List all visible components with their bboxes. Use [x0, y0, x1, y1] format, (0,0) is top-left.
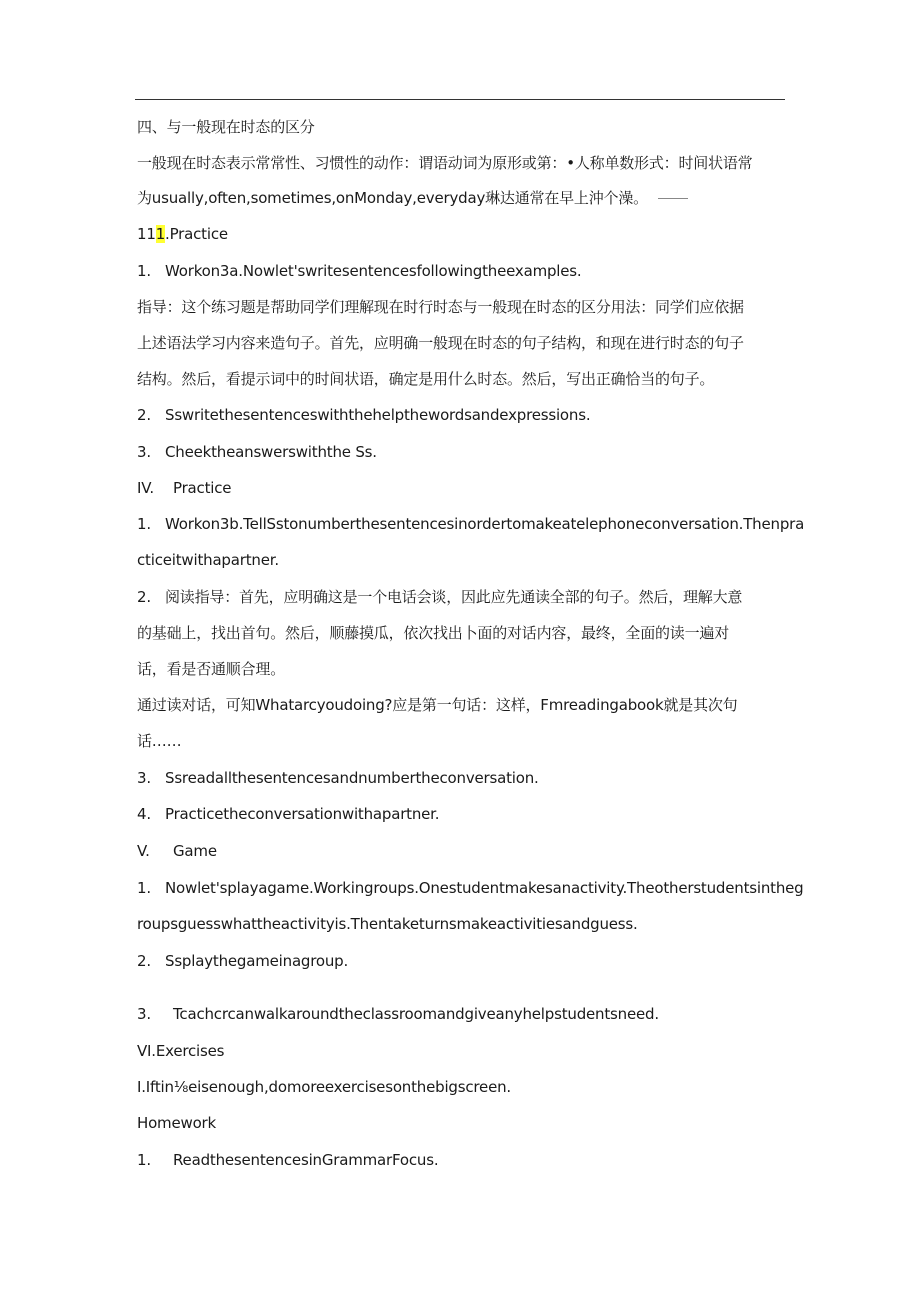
paragraph-line: roupsguesswhattheactivityis.Thentaketurnsmakeactivitiesandguess.	[137, 915, 638, 933]
paragraph-line: 话……	[137, 732, 182, 750]
section-heading-v: V. Game	[137, 842, 217, 860]
list-item: 3. Cheektheanswerswiththe Ss.	[137, 443, 377, 461]
list-item: 3. Ssreadallthesentencesandnumbertheconversation.	[137, 769, 539, 787]
paragraph-line: 上述语法学习内容来造句子。首先，应明确一般现在时态的句子结构，和现在进行时态的句子	[137, 334, 744, 352]
blank-underline	[658, 198, 688, 199]
paragraph-line: I.Iftin⅛eisenough,domoreexercisesonthebigscreen.	[137, 1078, 511, 1096]
list-item: 1. Workon3b.TellSstonumberthesentencesinordertomakeatelephoneconversation.Thenpra	[137, 515, 805, 533]
section-heading-4: 四、与一般现在时态的区分	[137, 118, 315, 136]
list-item: 3. Tcachcrcanwalkaroundtheclassroomandgiveanyhelpstudentsneed.	[137, 1005, 659, 1023]
paragraph-line: 一般现在时态表示常常性、习惯性的动作：谓语动词为原形或第：•人称单数形式：时间状语常	[137, 154, 753, 172]
section-heading-homework: Homework	[137, 1114, 216, 1132]
list-item: 1. ReadthesentencesinGrammarFocus.	[137, 1151, 439, 1169]
paragraph-line: cticeitwithapartner.	[137, 551, 279, 569]
paragraph-line: 通过读对话，可知Whatarcyoudoing?应是第一句话：这样，Fmreadingabook就是其次句	[137, 696, 738, 714]
paragraph-line: 指导：这个练习题是帮助同学们理解现在时行时态与一般现在时态的区分用法：同学们应依据	[137, 298, 744, 316]
paragraph-line: 的基础上，找出首句。然后，顺藤摸瓜，依次找出卜面的对话内容，最终，全面的读一遍对	[137, 624, 730, 642]
section-heading-exercises: VI.Exercises	[137, 1042, 225, 1060]
highlight-mark: 1	[155, 225, 166, 243]
list-item: 2. Ssplaythegameinagroup.	[137, 952, 349, 970]
list-item: 2. Sswritethesentenceswiththehelpthewordsandexpressions.	[137, 406, 591, 424]
paragraph-line: 结构。然后，看提示词中的时间状语，确定是用什么时态。然后，写出正确恰当的句子。	[137, 370, 715, 388]
section-heading-practice: 111.Practice	[137, 225, 228, 243]
paragraph-line: 话，看是否通顺合理。	[137, 660, 286, 678]
section-heading-iv: IV. Practice	[137, 479, 232, 497]
list-item: 2. 阅读指导：首先，应明确这是一个电话会谈，因此应先通读全部的句子。然后，理解大意	[137, 588, 743, 606]
list-item: 4. Practicetheconversationwithapartner.	[137, 805, 440, 823]
paragraph-line: 为usually,often,sometimes,onMonday,everyday琳达通常在早上沖个澡。	[137, 188, 688, 208]
list-item: 1. Workon3a.Nowlet'swritesentencesfollowingtheexamples.	[137, 262, 582, 280]
header-rule	[135, 99, 785, 100]
list-item: 1. Nowlet'splayagame.Workingroups.Onestudentmakesanactivity.Theotherstudentsintheg	[137, 879, 804, 897]
